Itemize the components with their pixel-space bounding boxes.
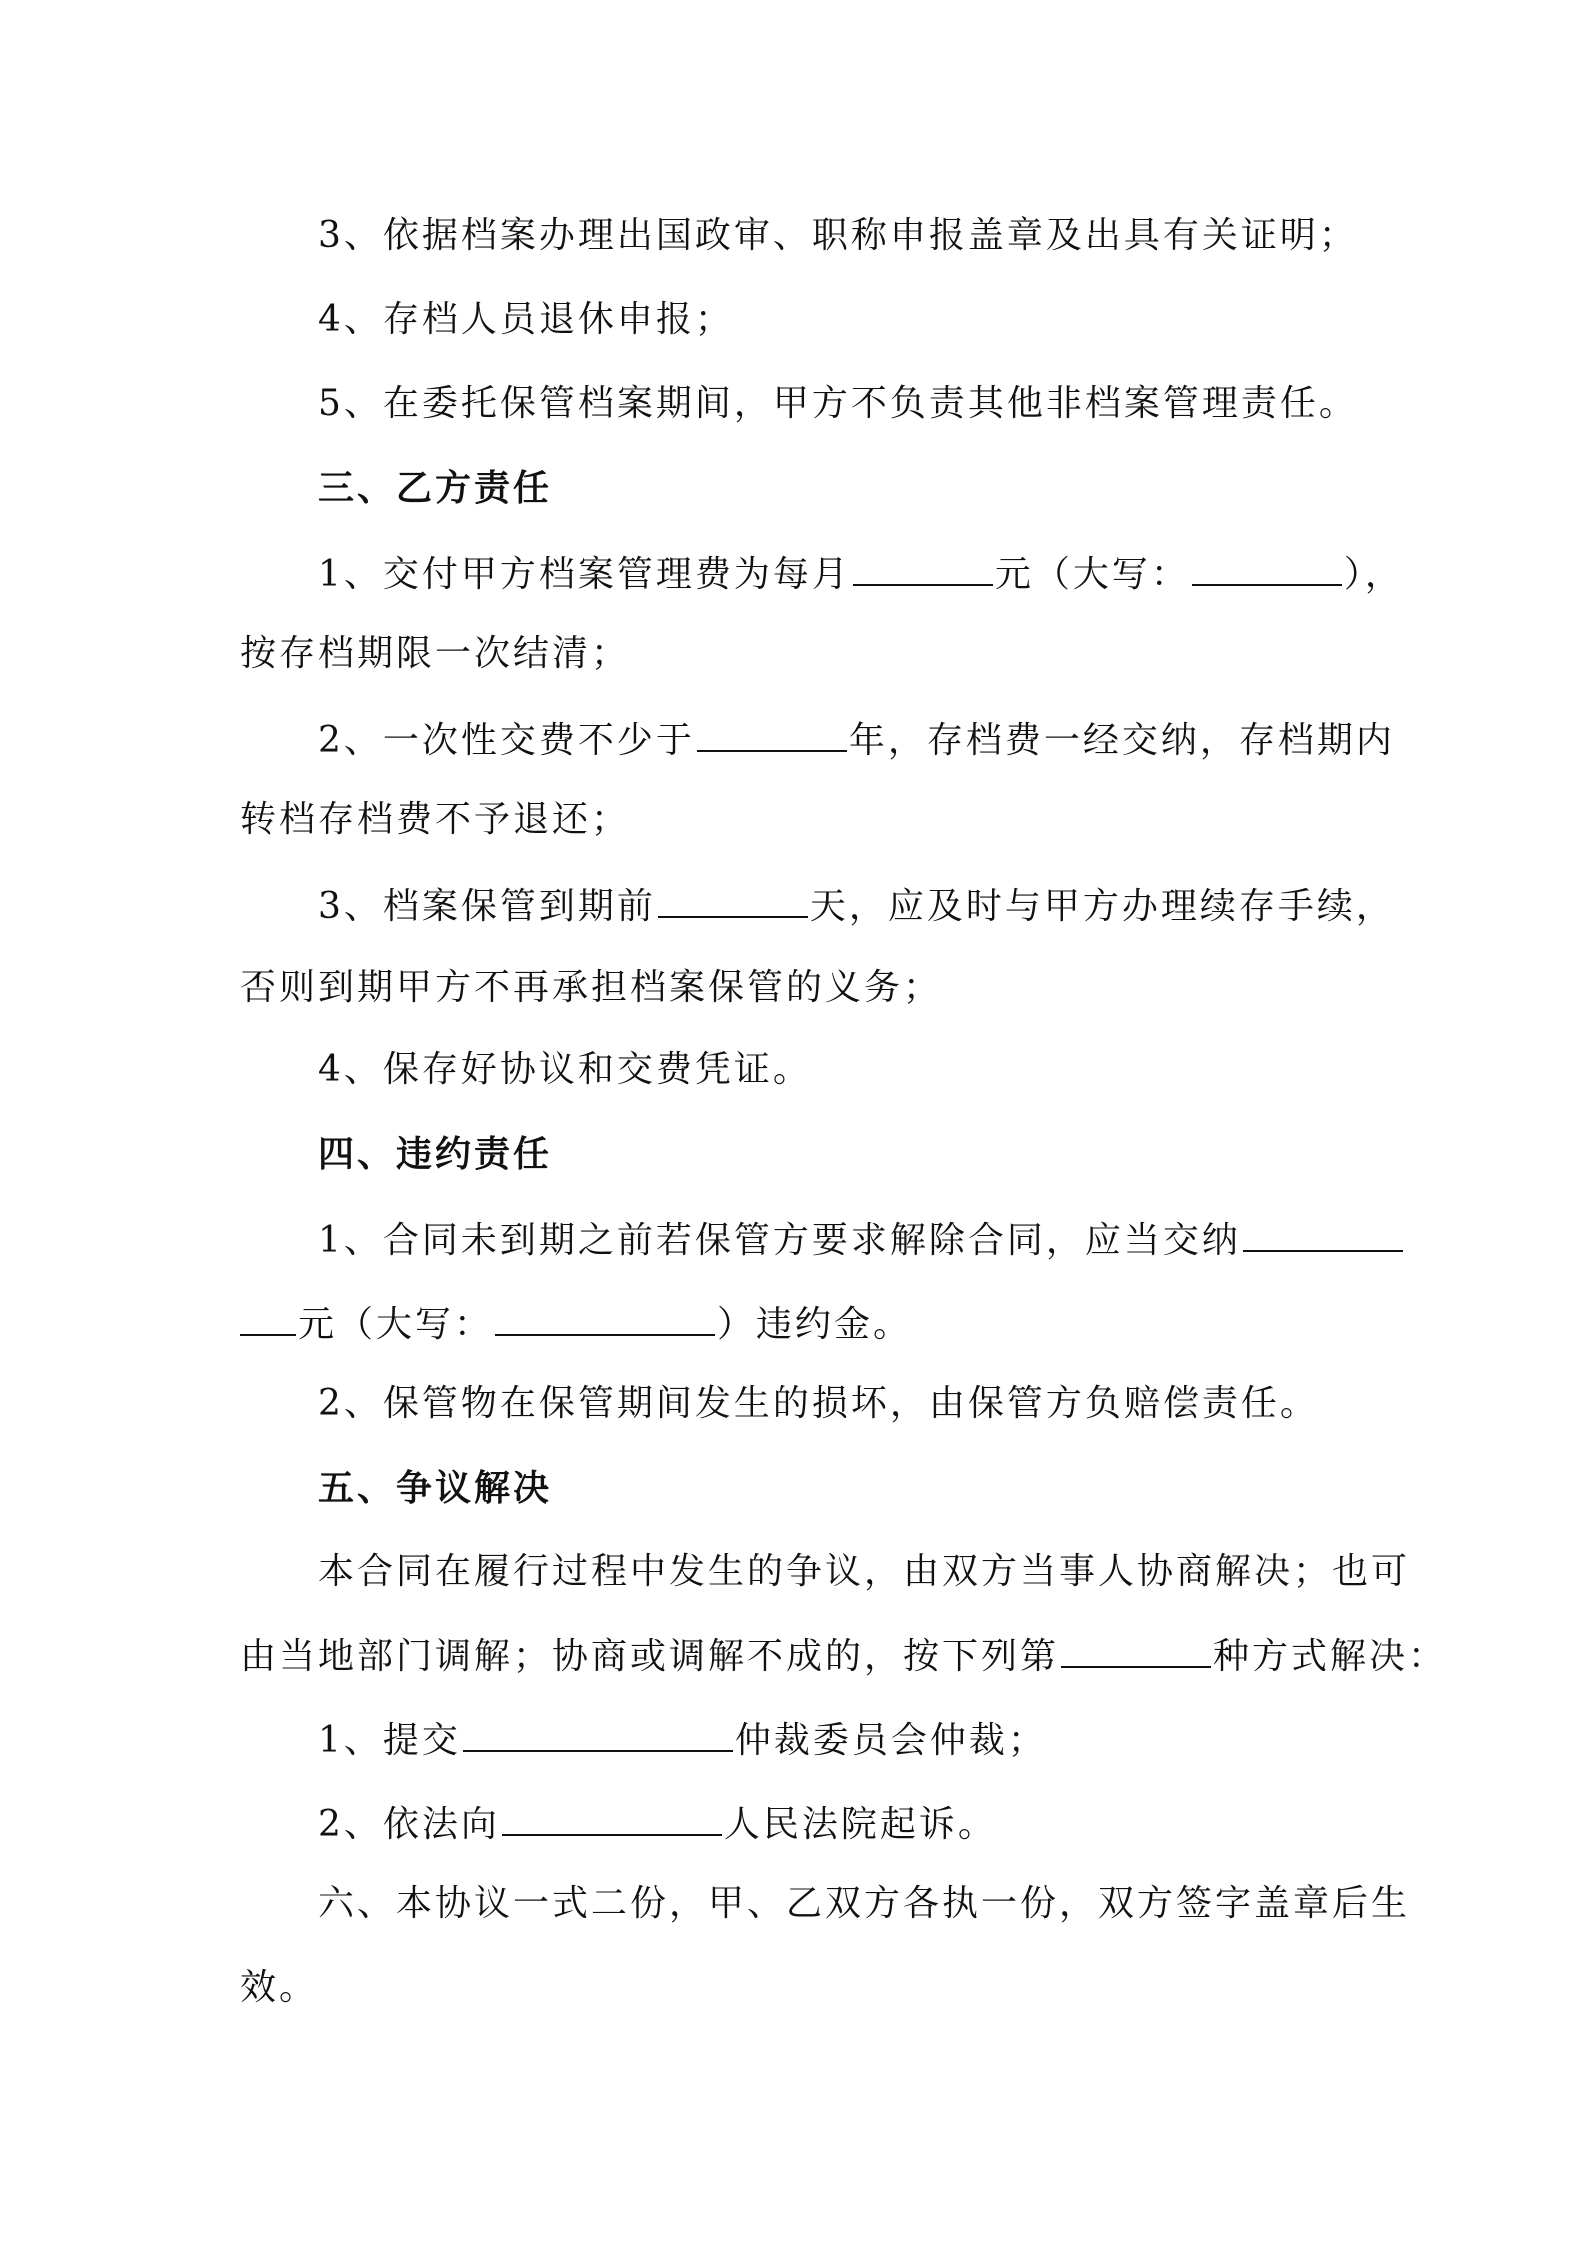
clause-text: 2、依法向 bbox=[318, 1804, 500, 1845]
clause-b1-fee bbox=[318, 542, 1404, 602]
fee-amount-words-blank bbox=[1192, 542, 1342, 586]
clause-d-dispute-continued bbox=[240, 1624, 1448, 1684]
clause-b3-continued bbox=[240, 958, 1360, 1018]
clause-5-liability-limit bbox=[318, 374, 1368, 434]
clause-d-dispute bbox=[318, 1542, 1411, 1602]
fee-amount-blank bbox=[853, 542, 993, 586]
clause-text: 年，存档费一经交纳，存档期内 bbox=[848, 720, 1395, 761]
clause-b1-continued bbox=[240, 624, 1360, 684]
penalty-amount-blank-continued bbox=[240, 1292, 296, 1336]
clause-text: 本合同在履行过程中发生的争议，由双方当事人协商解决；也可 bbox=[318, 1551, 1411, 1592]
section-title: 四、违约责任 bbox=[318, 1133, 553, 1175]
years-blank bbox=[697, 708, 847, 752]
clause-text: 天，应及时与甲方办理续存手续， bbox=[809, 886, 1395, 927]
clause-text: 2、保管物在保管期间发生的损坏，由保管方负赔偿责任。 bbox=[318, 1383, 1319, 1424]
clause-4-retirement bbox=[318, 290, 1368, 350]
arbitration-committee-blank bbox=[463, 1708, 733, 1752]
clause-text: 2、一次性交费不少于 bbox=[318, 720, 695, 761]
clause-text: 种方式解决： bbox=[1213, 1636, 1448, 1677]
section-title: 五、争议解决 bbox=[318, 1467, 553, 1509]
clause-text: 5、在委托保管档案期间，甲方不负责其他非档案管理责任。 bbox=[318, 383, 1358, 424]
clause-text: 元（大写： bbox=[298, 1304, 494, 1345]
clause-text: 1、交付甲方档案管理费为每月 bbox=[318, 554, 851, 595]
court-name-blank bbox=[502, 1792, 722, 1836]
clause-text: 转档存档费不予退还； bbox=[240, 799, 631, 840]
clause-b3-renewal bbox=[318, 874, 1395, 934]
section-heading-breach bbox=[318, 1124, 1368, 1184]
clause-text: ）违约金。 bbox=[717, 1304, 913, 1345]
clause-text: 由当地部门调解；协商或调解不成的，按下列第 bbox=[240, 1636, 1060, 1677]
clause-text: 六、本协议一式二份，甲、乙双方各执一份，双方签字盖章后生 bbox=[318, 1883, 1411, 1924]
clause-six-continued bbox=[240, 1958, 1360, 2018]
penalty-amount-blank bbox=[1243, 1208, 1403, 1252]
clause-text: 3、档案保管到期前 bbox=[318, 886, 656, 927]
penalty-amount-words-blank bbox=[495, 1292, 715, 1336]
section-heading-dispute bbox=[318, 1458, 1368, 1518]
clause-text: 仲裁委员会仲裁； bbox=[734, 1720, 1047, 1761]
clause-d2-court bbox=[318, 1792, 1368, 1852]
clause-b4-keep-receipts bbox=[318, 1040, 1368, 1100]
clause-text: 4、保存好协议和交费凭证。 bbox=[318, 1049, 812, 1090]
clause-text: 1、提交 bbox=[318, 1720, 461, 1761]
clause-b2-continued bbox=[240, 790, 1360, 850]
clause-text: 1、合同未到期之前若保管方要求解除合同，应当交纳 bbox=[318, 1220, 1241, 1261]
clause-text: 按存档期限一次结清； bbox=[240, 633, 631, 674]
clause-text: 人民法院起诉。 bbox=[723, 1804, 997, 1845]
section-title: 三、乙方责任 bbox=[318, 467, 553, 509]
clause-b2-min-years bbox=[318, 708, 1395, 768]
section-heading-party-b bbox=[318, 458, 1368, 518]
clause-c2-damage bbox=[318, 1374, 1368, 1434]
clause-c1-termination bbox=[318, 1208, 1368, 1268]
clause-text: 3、依据档案办理出国政审、职称申报盖章及出具有关证明； bbox=[318, 215, 1358, 256]
clause-text: ）， bbox=[1343, 554, 1404, 595]
clause-text: 否则到期甲方不再承担档案保管的义务； bbox=[240, 967, 943, 1008]
method-number-blank bbox=[1061, 1624, 1211, 1668]
clause-text: 4、存档人员退休申报； bbox=[318, 299, 734, 340]
clause-text: 元（大写： bbox=[994, 554, 1190, 595]
clause-d1-arbitration bbox=[318, 1708, 1368, 1768]
clause-c1-continued bbox=[240, 1292, 1360, 1352]
clause-text: 效。 bbox=[240, 1967, 319, 2008]
clause-3-archive-certification bbox=[318, 206, 1368, 266]
clause-six-copies bbox=[318, 1874, 1411, 1934]
days-blank bbox=[658, 874, 808, 918]
